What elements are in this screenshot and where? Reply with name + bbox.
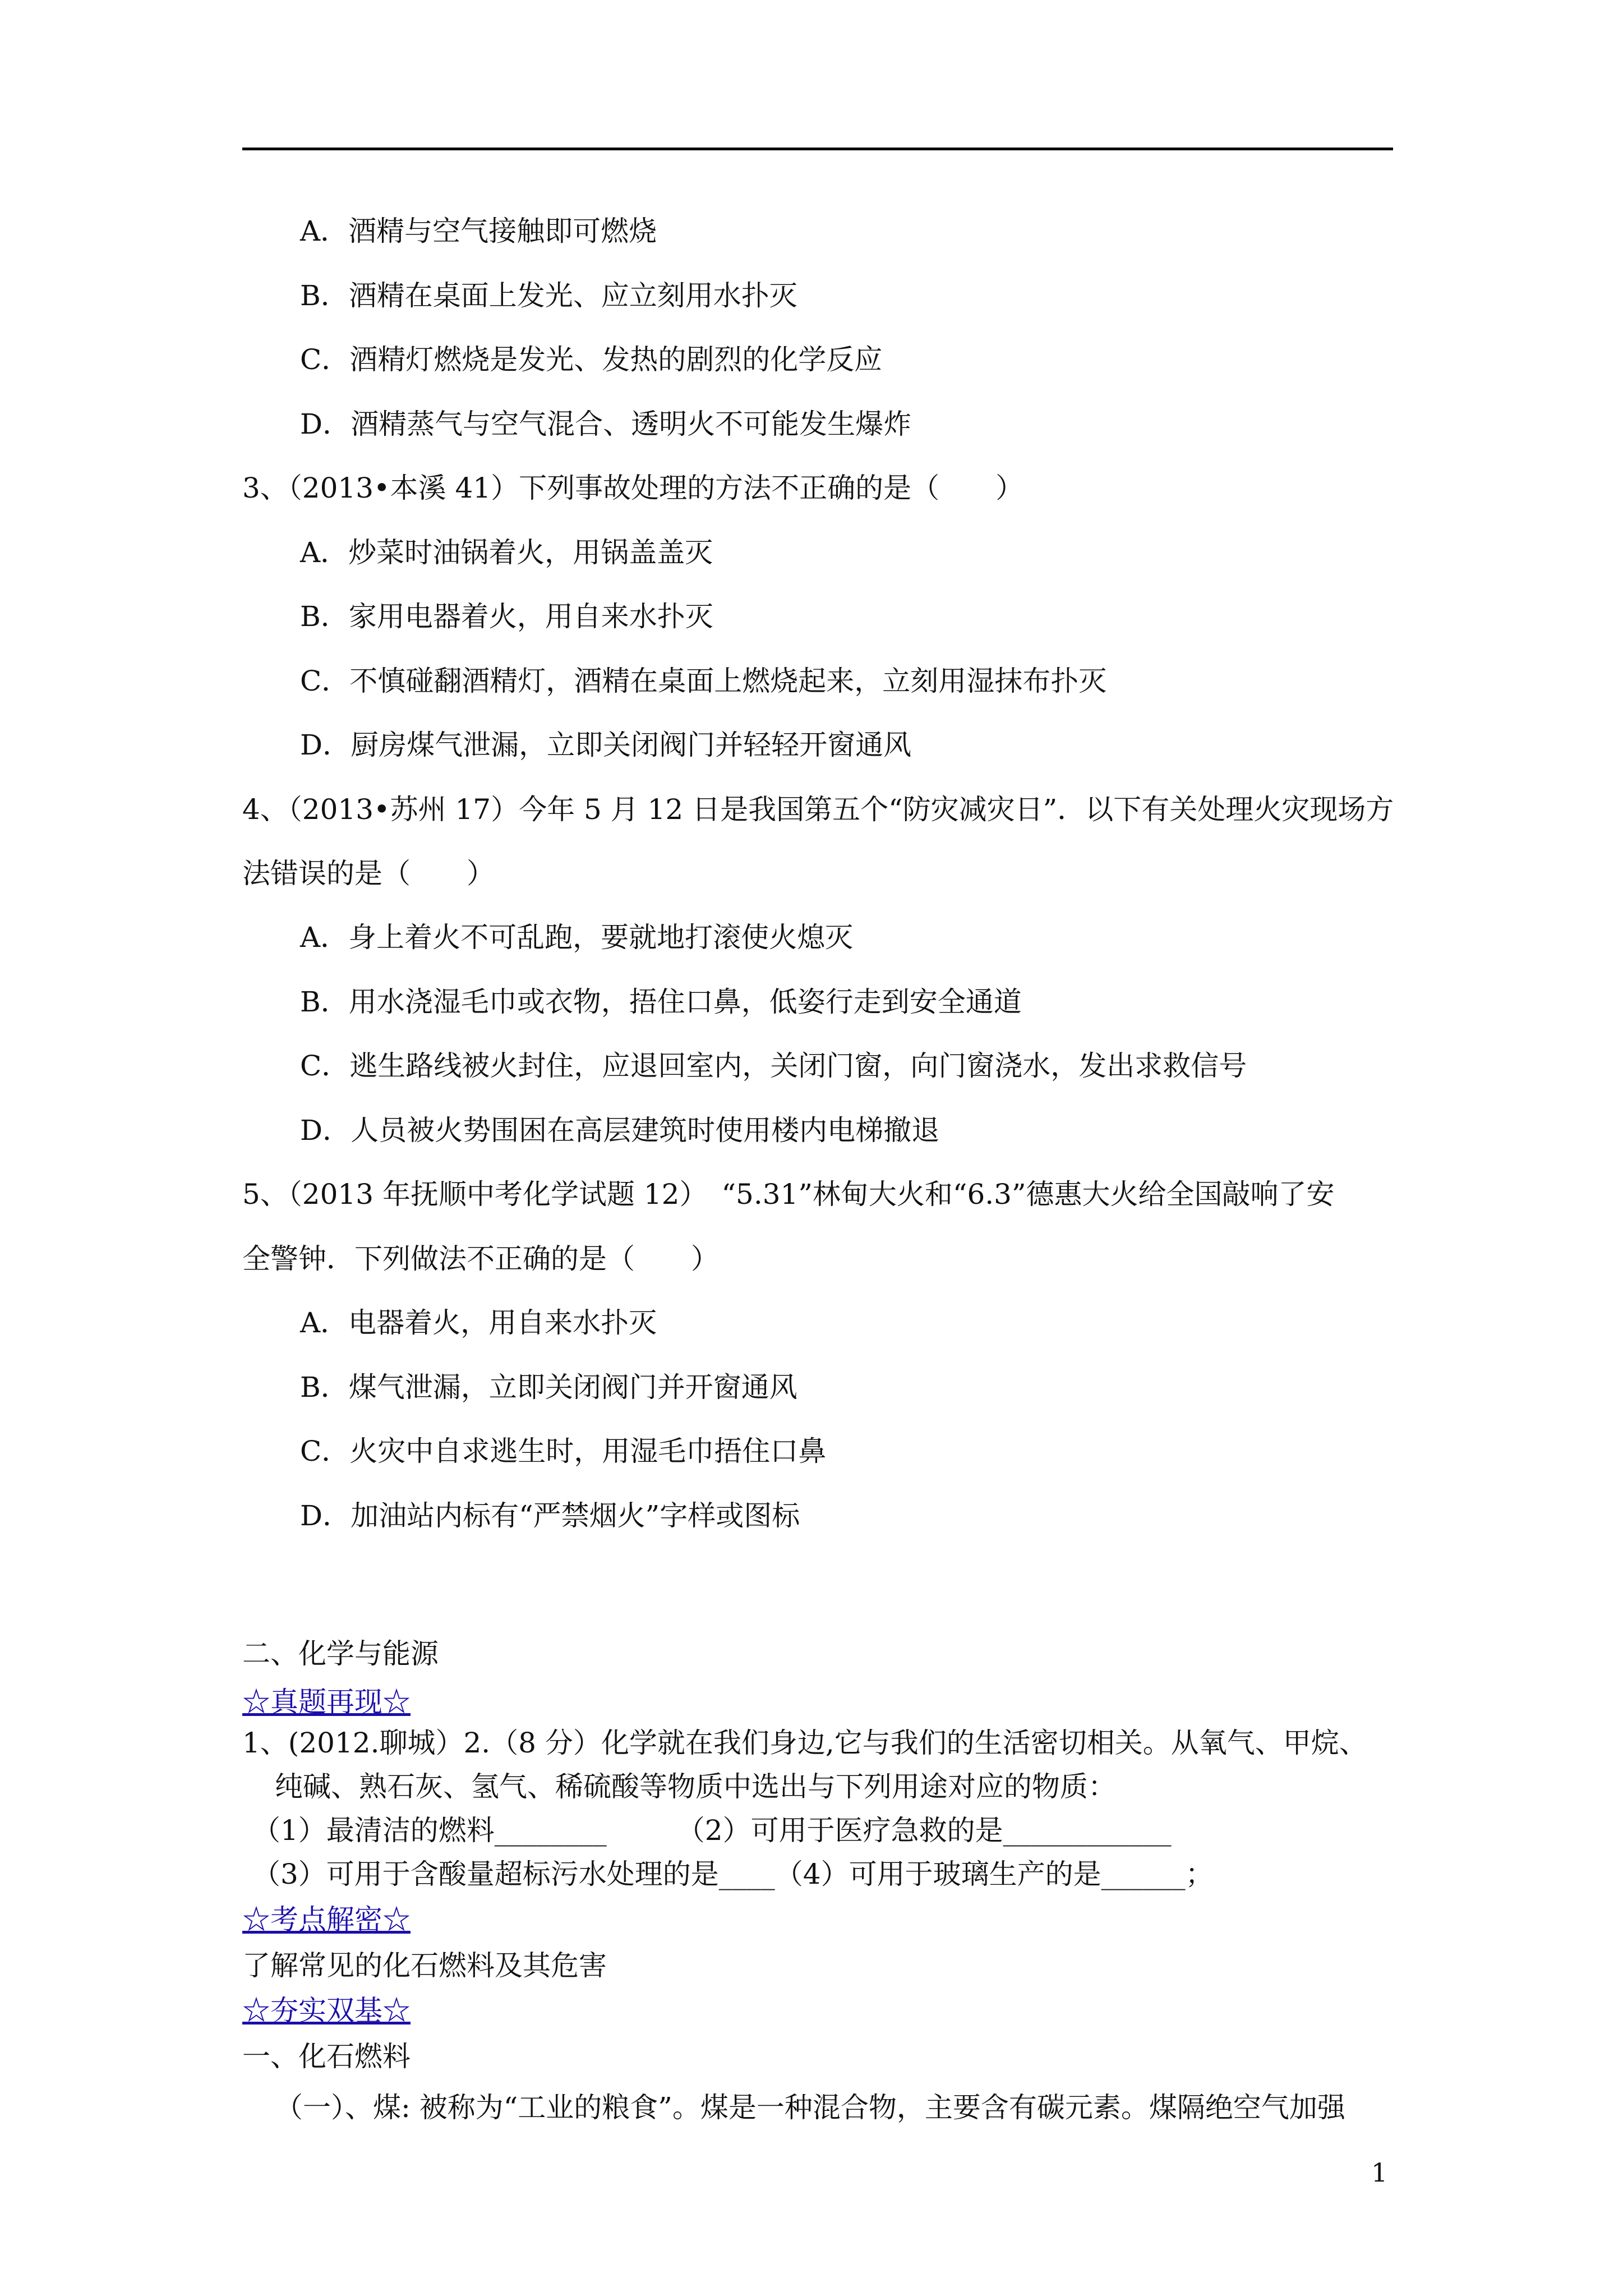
hangshi-link[interactable]: ☆夯实双基☆ — [242, 1994, 411, 2027]
page-number: 1 — [1371, 2157, 1388, 2188]
q3-option-a: A．炒菜时油锅着火，用锅盖盖灭 — [300, 536, 713, 569]
q5-option-b: B．煤气泄漏，立即关闭阀门并开窗通风 — [300, 1371, 797, 1404]
q5-option-a: A．电器着火，用自来水扑灭 — [300, 1306, 657, 1339]
kaodian-link[interactable]: ☆考点解密☆ — [242, 1903, 411, 1936]
q5-option-c: C．火灾中自求逃生时，用湿毛巾捂住口鼻 — [300, 1435, 827, 1467]
q3-stem: 3、（2013•本溪 41）下列事故处理的方法不正确的是（ ） — [242, 472, 1024, 504]
sub-heading-fossil-fuels: 一、化石燃料 — [242, 2040, 411, 2073]
q3-option-d: D．厨房煤气泄漏，立即关闭阀门并轻轻开窗通风 — [300, 729, 912, 761]
zhenti-link[interactable]: ☆真题再现☆ — [242, 1686, 411, 1718]
q4-stem-line1: 4、（2013•苏州 17）今年 5 月 12 日是我国第五个“防灾减灾日”．以下有关处理火灾现场方 — [242, 793, 1394, 826]
q5-stem-line1: 5、（2013 年抚顺中考化学试题 12） “5.31”林甸大火和“6.3”德惠大火给全国敲响了安 — [242, 1178, 1335, 1211]
coal-text: （一）、煤: 被称为“工业的粮食”。煤是一种混合物，主要含有碳元素。煤隔绝空气加强 — [275, 2091, 1345, 2124]
q4-option-a: A．身上着火不可乱跑，要就地打滚使火熄灭 — [300, 921, 854, 954]
q2-option-b: B．酒精在桌面上发光、应立刻用水扑灭 — [300, 279, 797, 312]
q2-option-d: D．酒精蒸气与空气混合、透明火不可能发生爆炸 — [300, 408, 912, 440]
q4-stem-line2: 法错误的是（ ） — [242, 857, 495, 890]
q5-stem-line2: 全警钟．下列做法不正确的是（ ） — [242, 1243, 719, 1275]
exercise1-line2: 纯碱、熟石灰、氢气、稀硫酸等物质中选出与下列用途对应的物质： — [275, 1770, 1116, 1803]
kaodian-text: 了解常见的化石燃料及其危害 — [242, 1949, 607, 1982]
exercise1-line1: 1、(2012.聊城）2.（8 分）化学就在我们身边,它与我们的生活密切相关。从氧气、甲烷、 — [242, 1727, 1367, 1759]
q3-option-b: B．家用电器着火，用自来水扑灭 — [300, 600, 713, 633]
exercise1-line4: （3）可用于含酸量超标污水处理的是____（4）可用于玻璃生产的是______； — [252, 1858, 1214, 1890]
q4-option-b: B．用水浇湿毛巾或衣物，捂住口鼻，低姿行走到安全通道 — [300, 986, 1022, 1018]
q4-option-c: C．逃生路线被火封住，应退回室内，关闭门窗，向门窗浇水，发出求救信号 — [300, 1050, 1247, 1082]
q2-option-c: C．酒精灯燃烧是发光、发热的剧烈的化学反应 — [300, 343, 883, 376]
header-rule — [242, 148, 1393, 150]
q2-option-a: A．酒精与空气接触即可燃烧 — [300, 215, 657, 247]
exercise1-line3: （1）最清洁的燃料________ （2）可用于医疗急救的是____________ — [252, 1814, 1172, 1847]
q3-option-c: C．不慎碰翻酒精灯，酒精在桌面上燃烧起来，立刻用湿抹布扑灭 — [300, 665, 1107, 697]
section-heading: 二、化学与能源 — [242, 1637, 439, 1670]
q5-option-d: D．加油站内标有“严禁烟火”字样或图标 — [300, 1499, 800, 1532]
q4-option-d: D．人员被火势围困在高层建筑时使用楼内电梯撤退 — [300, 1114, 940, 1147]
